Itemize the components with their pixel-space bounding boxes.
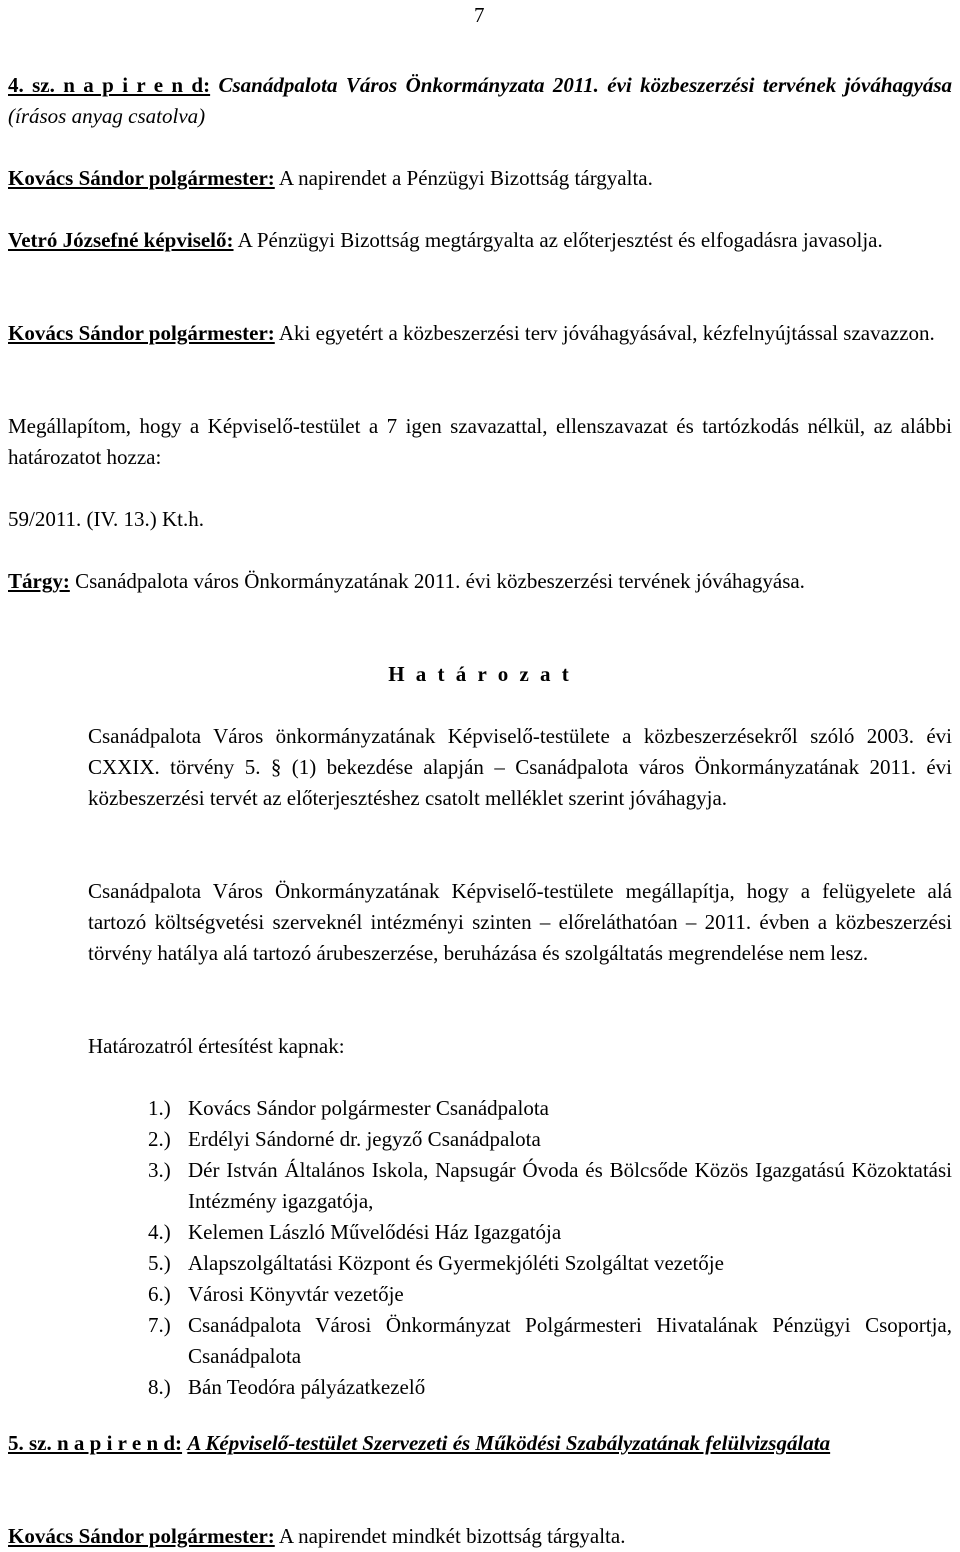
speech-text: Aki egyetért a közbeszerzési terv jóváhagyásával, kézfelnyújtással szavazzon.: [278, 321, 935, 345]
list-item-number: 6.): [148, 1282, 171, 1306]
speaker-label: Kovács Sándor polgármester:: [8, 166, 275, 190]
paragraph-mayor-3: [8, 1521, 952, 1552]
resolution-heading: H a t á r o z a t: [388, 662, 572, 686]
resolution-paragraph-2: Csanádpalota Város Önkormányzatának Képviselő-testülete megállapítja, hogy a felügyelete alá tartozó költségvetési szerveknél intézményi szinten – előreláthatóan – 2011. évben a közbeszerzési törvény hatálya alá tartozó árubeszerzése, beruházása és szolgáltatás megrendelése nem lesz.: [88, 879, 952, 965]
list-item-text: Dér István Általános Iskola, Napsugár Óvoda és Bölcsőde Közös Igazgatású Közoktatási Intézmény igazgatója,: [188, 1158, 952, 1213]
list-item-number: 3.): [148, 1158, 171, 1182]
agenda-item-4: [8, 70, 952, 132]
agenda-item-4-note: (írásos anyag csatolva): [8, 104, 206, 128]
list-item: [148, 1310, 952, 1372]
speaker-label: Vetró Józsefné képviselő:: [8, 228, 234, 252]
page-number: 7: [474, 3, 485, 27]
speech-text: A napirendet mindkét bizottság tárgyalta.: [278, 1524, 626, 1548]
resolution-number: 59/2011. (IV. 13.) Kt.h.: [8, 507, 204, 531]
list-item-text: Alapszolgáltatási Központ és Gyermekjóléti Szolgáltat vezetője: [188, 1251, 724, 1275]
list-item: [148, 1217, 952, 1248]
subject-label: Tárgy:: [8, 569, 70, 593]
list-item-number: 4.): [148, 1220, 171, 1244]
list-item: [148, 1248, 952, 1279]
paragraph-mayor-1: [8, 163, 952, 194]
speech-text: A napirendet a Pénzügyi Bizottság tárgyalta.: [278, 166, 653, 190]
paragraph-representative: [8, 225, 952, 256]
list-item-number: 8.): [148, 1375, 171, 1399]
list-item-number: 5.): [148, 1251, 171, 1275]
list-item-text: Bán Teodóra pályázatkezelő: [188, 1375, 426, 1399]
list-item-number: 7.): [148, 1313, 171, 1337]
resolution-subject: [8, 566, 952, 597]
notify-label: Határozatról értesítést kapnak:: [88, 1034, 345, 1058]
agenda-item-4-title: Csanádpalota Város Önkormányzata 2011. évi közbeszerzési tervének jóváhagyása: [218, 73, 952, 97]
list-item: [148, 1155, 952, 1217]
speech-text: A Pénzügyi Bizottság megtárgyalta az előterjesztést és elfogadásra javasolja.: [237, 228, 883, 252]
recipient-list: [148, 1093, 952, 1403]
speaker-label: Kovács Sándor polgármester:: [8, 321, 275, 345]
list-item-text: Kovács Sándor polgármester Csanádpalota: [188, 1096, 549, 1120]
list-item-text: Csanádpalota Városi Önkormányzat Polgármesteri Hivatalának Pénzügyi Csoportja, Csanádpalota: [188, 1313, 952, 1368]
list-item: [148, 1093, 952, 1124]
agenda-item-5-prefix: 5. sz. n a p i r e n d:: [8, 1431, 183, 1455]
list-item-text: Erdélyi Sándorné dr. jegyző Csanádpalota: [188, 1127, 541, 1151]
list-item: [148, 1279, 952, 1310]
list-item-number: 1.): [148, 1096, 171, 1120]
paragraph-mayor-2: [8, 318, 952, 349]
resolution-paragraph-1: Csanádpalota Város önkormányzatának Képviselő-testülete a közbeszerzésekről szóló 2003. évi CXXIX. törvény 5. § (1) bekezdése alapján – Csanádpalota város Önkormányzatának 2011. évi közbeszerzési tervét az előterjesztéshez csatolt melléklet szerint jóváhagyja.: [88, 724, 952, 810]
agenda-item-5-title: A Képviselő-testület Szervezeti és Működési Szabályzatának felülvizsgálata: [187, 1431, 831, 1455]
speaker-label: Kovács Sándor polgármester:: [8, 1524, 275, 1548]
agenda-item-5: [8, 1428, 952, 1459]
list-item-text: Városi Könyvtár vezetője: [188, 1282, 404, 1306]
list-item: [148, 1372, 952, 1403]
list-item: [148, 1124, 952, 1155]
agenda-item-4-prefix: 4. sz. n a p i r e n d:: [8, 73, 211, 97]
list-item-number: 2.): [148, 1127, 171, 1151]
subject-text: Csanádpalota város Önkormányzatának 2011. évi közbeszerzési tervének jóváhagyása.: [75, 569, 805, 593]
list-item-text: Kelemen László Művelődési Ház Igazgatója: [188, 1220, 562, 1244]
vote-statement: Megállapítom, hogy a Képviselő-testület a 7 igen szavazattal, ellenszavazat és tartózkodás nélkül, az alábbi határozatot hozza:: [8, 414, 952, 469]
